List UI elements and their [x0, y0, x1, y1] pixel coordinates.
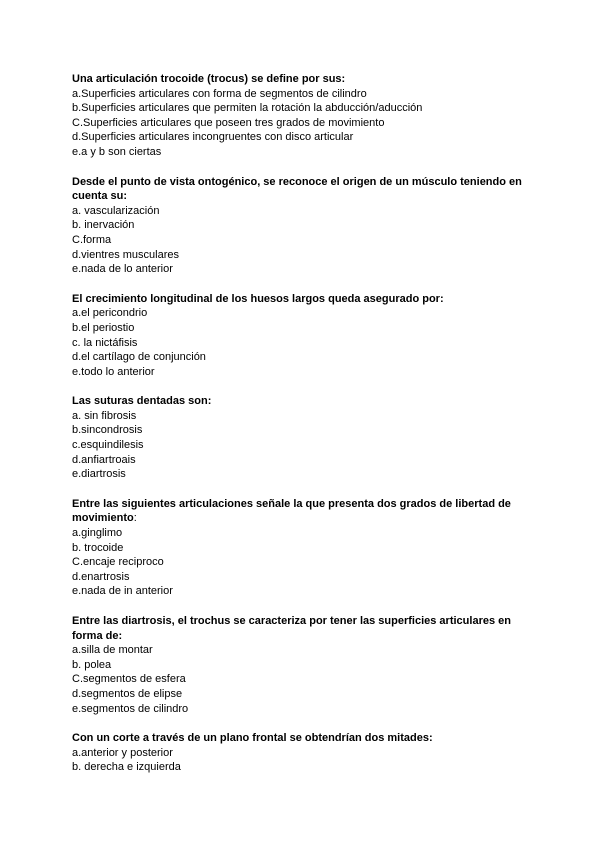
answer-option: d.el cartílago de conjunción	[72, 351, 206, 364]
question-7	[72, 731, 532, 775]
answer-option: a. sin fibrosis	[72, 409, 137, 422]
question-1	[72, 72, 532, 160]
answer-option: c.esquindilesis	[72, 439, 144, 452]
answer-option: d.anfiartroais	[72, 453, 136, 466]
answer-option: a. vascularización	[72, 204, 160, 217]
question-2	[72, 175, 532, 277]
answer-option: e.diartrosis	[72, 468, 126, 481]
answer-option: a.anterior y posterior	[72, 746, 173, 759]
answer-option: d.Superficies articulares incongruentes con disco articular	[72, 131, 354, 144]
question-title: Una articulación trocoide (trocus) se define por sus:	[72, 73, 346, 85]
question-5	[72, 497, 532, 599]
answer-option: b. polea	[72, 658, 112, 671]
answer-option: b.sincondrosis	[72, 424, 143, 437]
answer-option: a.ginglimo	[72, 527, 123, 540]
question-title: Con un corte a través de un plano frontal se obtendrían dos mitades:	[72, 732, 433, 745]
question-title: Las suturas dentadas son:	[72, 395, 212, 408]
answer-option: C.segmentos de esfera	[72, 673, 186, 686]
question-title: Entre las diartrosis, el trochus se caracteriza por tener las superficies articulares en forma de:	[72, 615, 511, 642]
answer-option: c. la nictáfisis	[72, 336, 138, 349]
answer-option: e.a y b son ciertas	[72, 145, 162, 158]
answer-option: d.vientres musculares	[72, 248, 179, 261]
answer-option: C.Superficies articulares que poseen tres grados de movimiento	[72, 116, 385, 129]
answer-option: a.silla de montar	[72, 644, 153, 657]
question-3	[72, 292, 532, 380]
answer-option: e.nada de in anterior	[72, 585, 173, 598]
answer-option: b. trocoide	[72, 541, 124, 554]
answer-option: C.forma	[72, 233, 112, 246]
question-title: Entre las siguientes articulaciones señale la que presenta dos grados de libertad de movimiento:	[72, 497, 511, 525]
answer-option: a.el pericondrio	[72, 307, 148, 320]
answer-option: d.segmentos de elipse	[72, 687, 183, 700]
answer-option: C.encaje reciproco	[72, 556, 164, 569]
answer-option: e.todo lo anterior	[72, 365, 155, 378]
answer-option: b.el periostio	[72, 321, 135, 334]
question-title: Desde el punto de vista ontogénico, se reconoce el origen de un músculo teniendo en cuenta su:	[72, 175, 522, 203]
answer-option: b.Superficies articulares que permiten la rotación la abducción/aducción	[72, 102, 423, 115]
answer-option: e.segmentos de cilindro	[72, 702, 189, 715]
question-6	[72, 614, 532, 716]
answer-option: a.Superficies articulares con forma de segmentos de cilindro	[72, 87, 367, 100]
document-page	[72, 72, 532, 790]
answer-option: b. inervación	[72, 219, 135, 232]
question-4	[72, 394, 532, 482]
question-title: El crecimiento longitudinal de los huesos largos queda asegurado por:	[72, 292, 444, 305]
answer-option: d.enartrosis	[72, 570, 130, 583]
answer-option: b. derecha e izquierda	[72, 761, 181, 774]
answer-option: e.nada de lo anterior	[72, 263, 173, 276]
